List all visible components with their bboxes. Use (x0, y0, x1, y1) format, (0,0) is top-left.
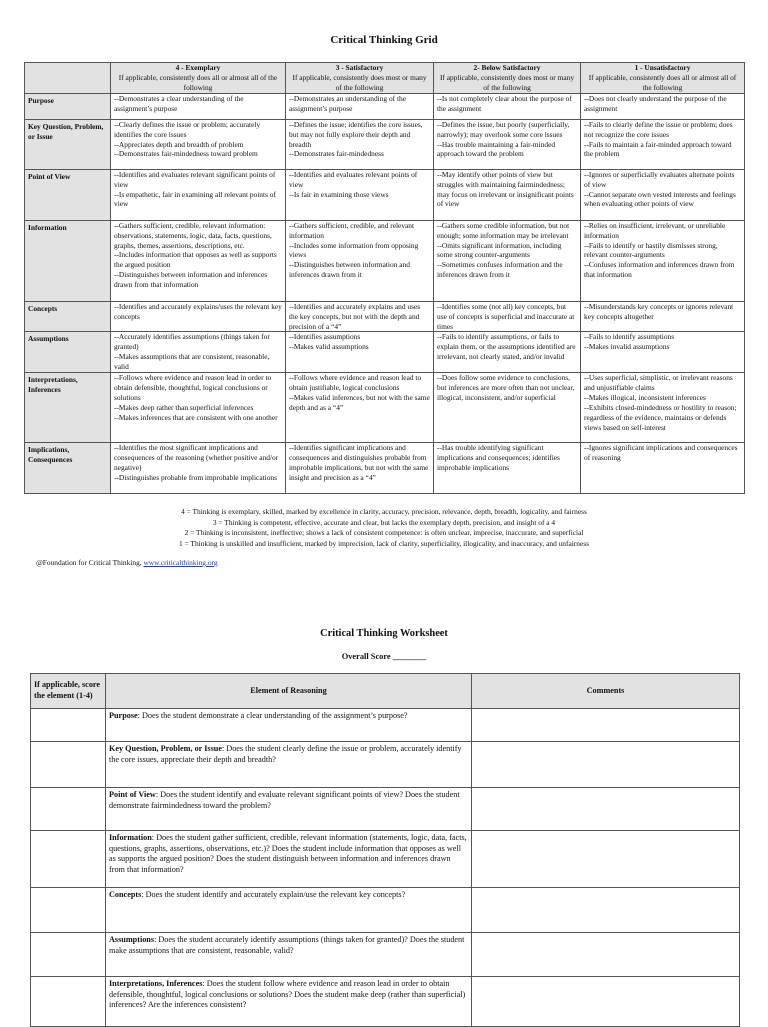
grid-cell-level-1 (581, 332, 745, 373)
grid-cell-line: --Makes valid inferences, but not with the same depth and as a “4” (289, 392, 430, 412)
grid-cell-line: --Distinguishes between information and inferences drawn from it (289, 260, 410, 280)
grid-cell-level-3 (286, 332, 434, 373)
scale-line-4: 4 = Thinking is exemplary, skilled, marked by excellence in clarity, accuracy, precision, relevance, depth, breadth, logicality, and fairness (181, 507, 587, 516)
grid-cell-level-3 (286, 93, 434, 119)
grid-cell-level-1 (581, 93, 745, 119)
score-scale-legend (0, 507, 768, 549)
grid-cell-line: --Identifies significant implications and consequences and distinguishes probable from improbable implications, but not with the same insight and precision as a “4” (289, 443, 429, 482)
grid-cell-level-4 (111, 93, 286, 119)
worksheet-score-cell[interactable] (31, 709, 106, 742)
grid-cell-level-4 (111, 373, 286, 443)
grid-cell-level-3 (286, 373, 434, 443)
worksheet-element-cell (106, 742, 472, 788)
grid-cell-line: --Gathers sufficient, credible, relevant information: observations, statements, logic, data, facts, questions, graphs, themes, assertions, descriptions, etc. (114, 220, 272, 250)
worksheet-comments-cell[interactable] (472, 888, 740, 933)
grid-criterion: Assumptions (25, 332, 111, 373)
grid-cell-line: --Makes assumptions that are consistent, reasonable, valid (114, 352, 270, 372)
grid-cell-level-3 (286, 169, 434, 220)
grid-cell-line: --Sometimes confuses information and the inferences drawn from it (437, 260, 563, 280)
grid-cell-level-3 (286, 301, 434, 332)
grid-cell-line: --Appreciates depth and breadth of problem (114, 139, 244, 149)
grid-cell-line: --Follows where evidence and reason lead to obtain justifiable, logical conclusions (289, 373, 422, 392)
grid-cell-level-1 (581, 220, 745, 301)
grid-cell-line: --Gathers sufficient, credible, and relevant information (289, 220, 415, 240)
worksheet-row (31, 742, 740, 788)
worksheet-element-cell (106, 977, 472, 1027)
grid-cell-line: --Demonstrates fair-mindedness toward problem (114, 149, 258, 159)
worksheet-header-element: Element of Reasoning (106, 674, 472, 709)
grid-cell-level-1 (581, 301, 745, 332)
grid-header-level-3: 3 - Satisfactory If applicable, consistently does most or many of the following (286, 63, 434, 94)
worksheet-title: Critical Thinking Worksheet (320, 628, 448, 639)
grid-cell-line: --Fails to identify assumptions (584, 332, 675, 342)
grid-cell-line: --Identifies assumptions (289, 332, 361, 342)
grid-header-row (25, 63, 745, 94)
worksheet-score-cell[interactable] (31, 831, 106, 888)
worksheet-comments-cell[interactable] (472, 709, 740, 742)
worksheet-element-question: : Does the student gather sufficient, credible, relevant information (statements, logic, data, facts, questions, graphs, assertions, observations, etc.)? Does the student include information that opposes as well as supports the argued position? Does the student distinguish between information and inferences drawn from that information? (109, 833, 467, 874)
grid-cell-line: --Uses superficial, simplistic, or irrelevant reasons and unjustifiable claims (584, 373, 733, 392)
grid-cell-level-3 (286, 119, 434, 169)
worksheet-element-name: Purpose (109, 711, 138, 720)
worksheet-element-question: : Does the student follow where evidence and reason lead in order to obtain defensible, thoughtful, logical conclusions or solutions? Does the student make deep (rather than superficial) inferences? Are the inferences consistent? (109, 979, 466, 1010)
grid-cell-line: --Demonstrates an understanding of the assignment’s purpose (289, 93, 406, 113)
grid-cell-line: --Relies on insufficient, irrelevant, or unreliable information (584, 220, 726, 240)
critical-thinking-worksheet (30, 673, 740, 1027)
scale-line-3: 3 = Thinking is competent, effective, accurate and clear, but lacks the exemplary depth, precision, and insight of a 4 (212, 517, 556, 527)
worksheet-score-cell[interactable] (31, 742, 106, 788)
grid-cell-line: --Is fair in examining those views (289, 189, 389, 199)
worksheet-element-name: Assumptions (109, 935, 155, 944)
grid-cell-level-3 (286, 220, 434, 301)
grid-row (25, 93, 745, 119)
grid-criterion: Purpose (25, 93, 111, 119)
grid-cell-level-2 (434, 332, 581, 373)
grid-row (25, 373, 745, 443)
critical-thinking-grid (24, 62, 745, 494)
grid-cell-level-1 (581, 119, 745, 169)
grid-criterion: Implications, Consequences (25, 443, 111, 494)
grid-cell-level-2 (434, 443, 581, 494)
grid-cell-line: --Fails to clearly define the issue or problem; does not recognize the core issues (584, 119, 733, 139)
grid-row (25, 169, 745, 220)
grid-cell-line: --May identify other points of view but struggles with maintaining fairmindedness; may focus on irrelevant or insignificant points of view (437, 169, 574, 209)
worksheet-element-question: : Does the student accurately identify assumptions (things taken for granted)? Does the student make assumptions that are consistent, reasonable, valid? (109, 935, 465, 955)
worksheet-score-cell[interactable] (31, 977, 106, 1027)
worksheet-element-cell (106, 888, 472, 933)
worksheet-score-cell[interactable] (31, 788, 106, 831)
grid-cell-level-1 (581, 373, 745, 443)
grid-row (25, 332, 745, 373)
worksheet-header-score: If applicable, score the element (1-4) (31, 674, 106, 709)
grid-header-level-4: 4 - Exemplary If applicable, consistently does all or almost all of the following (111, 63, 286, 94)
worksheet-comments-cell[interactable] (472, 788, 740, 831)
worksheet-score-cell[interactable] (31, 933, 106, 977)
grid-cell-level-2 (434, 169, 581, 220)
grid-cell-line: --Ignores or superficially evaluates alternate points of view (584, 169, 735, 189)
worksheet-comments-cell[interactable] (472, 742, 740, 788)
scale-line-1: 1 = Thinking is unskilled and insufficient, marked by imprecision, lack of clarity, superficiality, illogicality, and inaccuracy, and unfairness (179, 538, 589, 548)
worksheet-row (31, 933, 740, 977)
grid-criterion: Interpretations, Inferences (25, 373, 111, 443)
grid-cell-line: --Does not clearly understand the purpose of the assignment (584, 93, 727, 113)
grid-cell-line: --Clearly defines the issue or problem; accurately identifies the core issues (114, 119, 261, 139)
grid-cell-level-2 (434, 301, 581, 332)
grid-row (25, 301, 745, 332)
grid-cell-line: --Exhibits closed-mindedness or hostility to reason; regardless of the evidence, maintains or defends views based on self-interest (584, 402, 737, 432)
worksheet-element-cell (106, 933, 472, 977)
grid-cell-level-4 (111, 119, 286, 169)
grid-header-level-1: 1 - Unsatisfactory If applicable, consistently does all or almost all of the following (581, 63, 745, 94)
grid-row (25, 443, 745, 494)
grid-cell-line: --Does follow some evidence to conclusions, but inferences are more often than not unclear, illogical, inconsistent, and/or superficial (437, 373, 575, 402)
grid-cell-line: --Omits significant information, including some strong counter-arguments (437, 240, 562, 260)
grid-cell-level-2 (434, 93, 581, 119)
worksheet-comments-cell[interactable] (472, 831, 740, 888)
worksheet-element-name: Key Question, Problem, or Issue (109, 744, 222, 753)
grid-cell-line: --Identifies and evaluates relevant points of view (289, 169, 418, 189)
grid-cell-level-1 (581, 443, 745, 494)
grid-corner-cell (25, 63, 111, 94)
worksheet-row (31, 709, 740, 742)
worksheet-element-name: Information (109, 833, 152, 842)
grid-cell-line: --Gathers some credible information, but not enough; some information may be irrelevant (437, 220, 570, 240)
grid-cell-line: --Ignores significant implications and consequences of reasoning (584, 443, 738, 462)
worksheet-element-question: : Does the student demonstrate a clear understanding of the assignment’s purpose? (137, 711, 408, 720)
grid-criterion: Point of View (25, 169, 111, 220)
footer-link[interactable]: www.criticalthinking.org (143, 558, 218, 567)
worksheet-row (31, 977, 740, 1027)
worksheet-element-cell (106, 831, 472, 888)
grid-cell-line: --Identifies and accurately explains and uses the key concepts, but not with the depth and precision of a “4” (289, 301, 421, 331)
grid-cell-line: --Defines the issue; identifies the core issues, but may not fully explore their depth and breadth (289, 119, 423, 149)
grid-criterion: Concepts (25, 301, 111, 332)
grid-cell-line: --Identifies and accurately explains/uses the relevant key concepts (114, 301, 282, 321)
grid-cell-level-4 (111, 220, 286, 301)
grid-cell-line: --Demonstrates a clear understanding of the assignment’s purpose (114, 93, 244, 113)
grid-header-level-2: 2- Below Satisfactory If applicable, consistently does most or many of the following (434, 63, 581, 94)
overall-score: Overall Score ________ (341, 652, 427, 661)
grid-row (25, 220, 745, 301)
worksheet-comments-cell[interactable] (472, 933, 740, 977)
grid-cell-line: --Distinguishes probable from improbable implications (114, 472, 277, 482)
grid-cell-level-3 (286, 443, 434, 494)
footer-credit (36, 558, 218, 567)
grid-cell-level-4 (111, 301, 286, 332)
worksheet-header-comments: Comments (472, 674, 740, 709)
grid-cell-line: --Confuses information and inferences drawn from that information (584, 260, 735, 280)
worksheet-element-cell (106, 788, 472, 831)
grid-criterion: Key Question, Problem, or Issue (25, 119, 111, 169)
grid-cell-line: --Makes deep rather than superficial inferences (114, 402, 254, 412)
worksheet-element-question: : Does the student identify and accurately explain/use the relevant key concepts? (141, 890, 406, 899)
grid-cell-line: --Is not completely clear about the purpose of the assignment (437, 93, 572, 113)
worksheet-element-cell (106, 709, 472, 742)
grid-cell-line: --Has trouble identifying significant implications and consequences; identifies improbable implications (437, 443, 560, 472)
grid-cell-line: --Demonstrates fair-mindedness (289, 149, 384, 159)
grid-cell-line: --Identifies some (not all) key concepts, but use of concepts is superficial and inaccurate at times (437, 301, 575, 331)
grid-cell-line: --Accurately identifies assumptions (things taken for granted) (114, 332, 270, 352)
grid-cell-line: --Identifies and evaluates relevant significant points of view (114, 169, 276, 189)
grid-cell-line: --Has trouble maintaining a fair-minded approach toward the problem (437, 139, 556, 159)
grid-title: Critical Thinking Grid (330, 34, 438, 46)
grid-cell-line: --Misunderstands key concepts or ignores relevant key concepts altogether (584, 301, 734, 321)
grid-cell-line: --Cannot separate own vested interests and feelings when evaluating other points of view (584, 189, 736, 209)
grid-cell-line: --Is empathetic, fair in examining all relevant points of view (114, 189, 276, 209)
grid-row (25, 119, 745, 169)
grid-cell-line: --Makes valid assumptions (289, 342, 369, 352)
grid-cell-line: --Makes invalid assumptions (584, 342, 670, 352)
grid-criterion: Information (25, 220, 111, 301)
grid-cell-line: --Fails to identify or hastily dismisses strong, relevant counter-arguments (584, 240, 718, 260)
grid-cell-level-4 (111, 332, 286, 373)
grid-cell-line: --Includes some information from opposing views (289, 240, 419, 260)
grid-cell-line: --Includes information that opposes as well as supports the argued position (114, 250, 277, 270)
grid-cell-line: --Fails to maintain a fair-minded approach toward the problem (584, 139, 732, 159)
worksheet-score-cell[interactable] (31, 888, 106, 933)
grid-cell-level-2 (434, 220, 581, 301)
worksheet-row (31, 788, 740, 831)
grid-cell-level-2 (434, 119, 581, 169)
grid-cell-line: --Defines the issue, but poorly (superficially, narrowly); may overlook some core issues (437, 119, 570, 139)
worksheet-element-name: Point of View (109, 790, 156, 799)
worksheet-element-question: : Does the student clearly define the issue or problem, accurately identify the core issues, appreciate their depth and breadth? (109, 744, 462, 764)
grid-cell-level-4 (111, 169, 286, 220)
grid-cell-line: --Makes illogical, inconsistent inferences (584, 392, 706, 402)
footer-text: @Foundation for Critical Thinking, (36, 558, 144, 567)
worksheet-comments-cell[interactable] (472, 977, 740, 1027)
grid-cell-level-1 (581, 169, 745, 220)
grid-cell-line: --Fails to identify assumptions, or fails to explain them, or the assumptions identified are irrelevant, not clearly stated, and/or invalid (437, 332, 576, 362)
grid-cell-line: --Follows where evidence and reason lead in order to obtain defensible, thoughtful, logical conclusions or solutions (114, 373, 272, 402)
grid-cell-level-4 (111, 443, 286, 494)
worksheet-element-name: Interpretations, Inferences (109, 979, 203, 988)
grid-cell-line: --Makes inferences that are consistent with one another (114, 412, 278, 422)
scale-line-2: 2 = Thinking is inconsistent, ineffective; shows a lack of consistent competence: is often unclear, imprecise, inaccurate, and superficial (184, 528, 584, 538)
worksheet-row (31, 888, 740, 933)
grid-cell-level-2 (434, 373, 581, 443)
worksheet-header-row (31, 674, 740, 709)
grid-cell-line: --Distinguishes between information and inferences drawn from that information (114, 270, 268, 290)
worksheet-row (31, 831, 740, 888)
worksheet-element-question: : Does the student identify and evaluate relevant significant points of view? Does the student demonstrate fairmindedness toward the problem? (109, 790, 460, 810)
worksheet-element-name: Concepts (109, 890, 142, 899)
grid-cell-line: --Identifies the most significant implications and consequences of the reasoning (whether positive and/or negative) (114, 443, 279, 472)
